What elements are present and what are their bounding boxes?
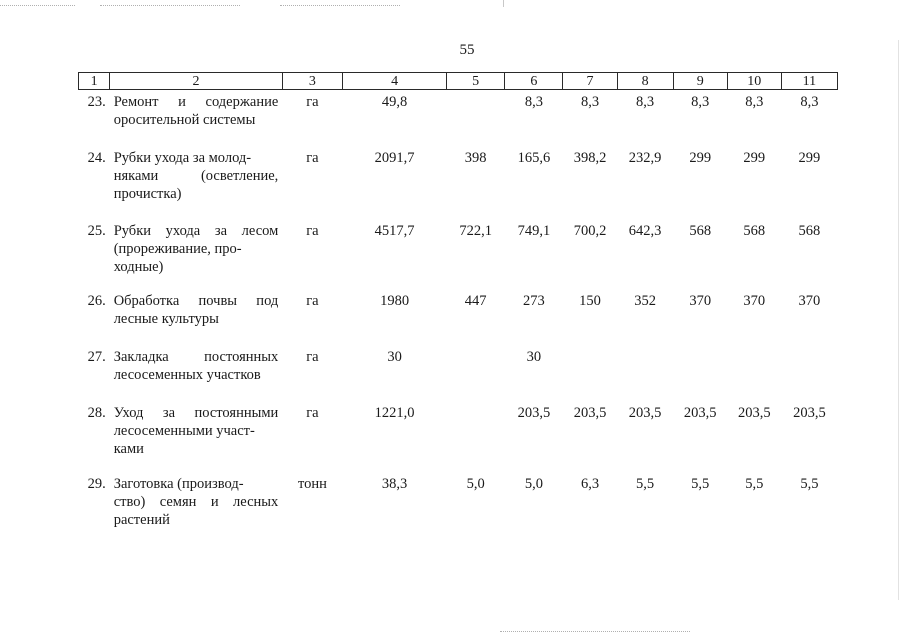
row-total: 30 xyxy=(387,349,402,365)
row-total: 49,8 xyxy=(381,94,408,110)
row-value-col5: 447 xyxy=(464,293,487,309)
header-col-8: 8 xyxy=(617,73,673,90)
table-row xyxy=(79,342,838,398)
row-value-col8: 5,5 xyxy=(636,476,655,492)
row-number: 28. xyxy=(87,405,106,421)
header-col-7: 7 xyxy=(563,73,617,90)
row-value-col10: 8,3 xyxy=(745,94,764,110)
row-name-cell xyxy=(110,469,283,535)
header-col-4: 4 xyxy=(343,73,447,90)
row-total: 1980 xyxy=(380,293,410,309)
row-value-col7: 8,3 xyxy=(580,94,600,110)
row-value-col6: 8,3 xyxy=(524,94,543,110)
row-value-col11: 370 xyxy=(798,293,821,309)
row-value-col7: 398,2 xyxy=(573,150,607,166)
row-value-col8: 232,9 xyxy=(628,150,662,166)
scan-artifact-top-tick xyxy=(503,0,504,7)
row-value-col5: 398 xyxy=(464,150,487,166)
row-unit: тонн xyxy=(297,476,327,492)
row-value-col10: 568 xyxy=(743,223,766,239)
row-value-col6: 203,5 xyxy=(517,405,551,421)
row-name: Уход за постоянными лесосеменными участ- ками xyxy=(113,405,279,457)
row-name: Закладка постоянных лесосеменных участков xyxy=(113,349,279,383)
row-number: 25. xyxy=(87,223,106,239)
row-value-col10: 370 xyxy=(743,293,766,309)
header-row xyxy=(79,73,838,90)
scan-artifact-top-left xyxy=(0,5,75,6)
header-col-2: 2 xyxy=(110,73,283,90)
row-name-cell xyxy=(110,216,283,286)
table-row xyxy=(79,469,838,535)
row-value-col11: 203,5 xyxy=(793,405,826,421)
row-value-col11: 5,5 xyxy=(800,476,819,492)
row-name: Рубки ухода за молод- няками (осветление, прочистка) xyxy=(113,150,279,202)
row-unit: га xyxy=(306,293,319,309)
table-row xyxy=(79,286,838,342)
row-value-col11: 568 xyxy=(798,223,821,239)
header-col-10: 10 xyxy=(727,73,781,90)
table-row xyxy=(79,398,838,469)
row-value-col8 xyxy=(617,342,673,398)
table-row xyxy=(79,216,838,286)
row-unit: га xyxy=(306,223,319,239)
row-value-col6: 5,0 xyxy=(524,476,543,492)
row-value-col9 xyxy=(673,342,727,398)
row-number: 29. xyxy=(87,476,106,492)
scan-artifact-top-right xyxy=(280,5,400,6)
header-col-6: 6 xyxy=(505,73,563,90)
header-col-1: 1 xyxy=(79,73,110,90)
row-value-col10 xyxy=(727,342,781,398)
header-col-3: 3 xyxy=(282,73,342,90)
row-value-col6: 749,1 xyxy=(517,223,551,239)
header-col-5: 5 xyxy=(447,73,505,90)
scan-artifact-top-center xyxy=(100,5,240,6)
row-value-col8: 203,5 xyxy=(628,405,662,421)
header-col-11: 11 xyxy=(781,73,837,90)
row-value-col10: 299 xyxy=(743,150,766,166)
row-number: 24. xyxy=(87,150,106,166)
row-total: 1221,0 xyxy=(374,405,415,421)
row-value-col6: 273 xyxy=(523,293,545,309)
table-row xyxy=(79,90,838,147)
row-value-col7: 203,5 xyxy=(573,405,607,421)
row-value-col9: 5,5 xyxy=(691,476,710,492)
row-unit: га xyxy=(306,150,319,166)
row-value-col7: 150 xyxy=(579,293,601,309)
row-value-col5: 722,1 xyxy=(459,223,492,239)
row-value-col5 xyxy=(447,90,505,147)
row-total: 38,3 xyxy=(381,476,408,492)
scan-artifact-bottom xyxy=(500,631,690,632)
row-name: Заготовка (производ- ство) семян и лесных растений xyxy=(113,476,279,528)
header-col-9: 9 xyxy=(673,73,727,90)
row-unit: га xyxy=(306,405,319,421)
row-value-col9: 203,5 xyxy=(683,405,717,421)
row-value-col8: 8,3 xyxy=(636,94,655,110)
row-name: Ремонт и содержание оросительной системы xyxy=(113,94,279,128)
row-number: 27. xyxy=(87,349,106,365)
row-name: Рубки ухода за лесом (прореживание, про- ходные) xyxy=(113,223,279,275)
row-name-cell xyxy=(110,398,283,469)
row-name-cell xyxy=(110,342,283,398)
row-name-cell xyxy=(110,146,283,216)
row-name-cell xyxy=(110,286,283,342)
row-value-col5 xyxy=(447,398,505,469)
row-name: Обработка почвы под лесные культуры xyxy=(113,293,279,327)
row-value-col10: 5,5 xyxy=(745,476,764,492)
row-value-col7 xyxy=(563,342,617,398)
row-value-col7: 700,2 xyxy=(573,223,607,239)
row-value-col11 xyxy=(781,342,837,398)
row-value-col9: 370 xyxy=(689,293,712,309)
page-number: 55 xyxy=(459,42,475,58)
row-value-col5 xyxy=(447,342,505,398)
row-value-col11: 299 xyxy=(798,150,821,166)
row-value-col5: 5,0 xyxy=(466,476,485,492)
row-value-col11: 8,3 xyxy=(800,94,819,110)
row-value-col9: 568 xyxy=(689,223,712,239)
row-value-col6: 165,6 xyxy=(517,150,551,166)
row-value-col6: 30 xyxy=(526,349,542,365)
table-row xyxy=(79,146,838,216)
row-value-col9: 299 xyxy=(689,150,712,166)
row-total: 2091,7 xyxy=(374,150,415,166)
row-number: 26. xyxy=(87,293,106,309)
row-unit: га xyxy=(306,349,319,365)
row-number: 23. xyxy=(87,94,106,110)
scan-artifact-right-edge xyxy=(898,40,899,600)
row-value-col8: 352 xyxy=(634,293,656,309)
row-value-col10: 203,5 xyxy=(737,405,771,421)
row-unit: га xyxy=(306,94,319,110)
row-value-col7: 6,3 xyxy=(580,476,600,492)
row-name-cell xyxy=(110,90,283,147)
plan-table xyxy=(78,72,838,535)
row-value-col8: 642,3 xyxy=(628,223,662,239)
row-value-col9: 8,3 xyxy=(691,94,710,110)
row-total: 4517,7 xyxy=(374,223,415,239)
